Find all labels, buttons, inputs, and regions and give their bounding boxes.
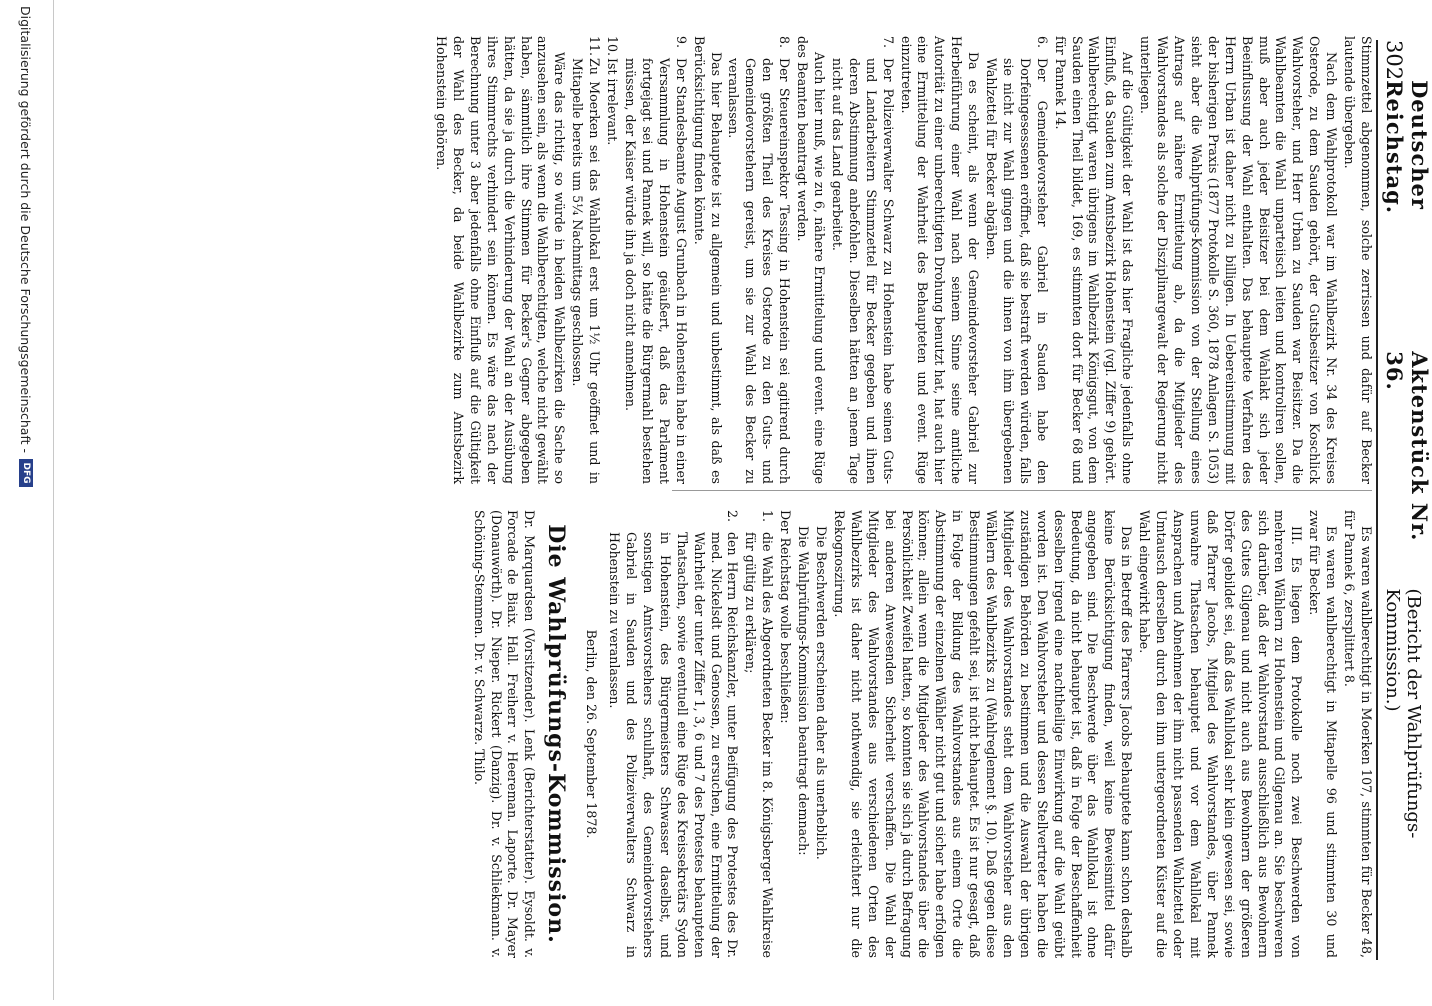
page-number: 302 — [1382, 40, 1406, 81]
paragraph: Das hier Behauptete ist zu allgemein und unbestimmt, als daß es Berücksichtigung finden könnte. — [691, 36, 724, 484]
left-column — [30, 36, 1374, 484]
member-list: Dr. Marquardsen (Vorsitzender). Lenk (Berichterstatter). Eysoldt. v. Forcade de Biaix. Hall. Freiherr v. Heereman. Laporte. Dr. Mayer (Donauwörth). Dr. Nieper. Rickert (Danzig). Dr. v. Schliekmann. v. Schöning-Stemmen. Dr. v. Schwarze. Thilo. — [471, 510, 538, 958]
paragraph: Auf die Gültigkeit der Wahl ist das hier Fragliche jedenfalls ohne Einfluß, da Sauden zum Amtsbezirk Hohenstein (vgl. Ziffer 9) gehört. Wahlberechtigt waren übrigens im Wahlbezirk Königsgut, von dem Sauden einen Theil bildet, 169, es stimmten dort für Becker 68 und für Pannek 14. — [1052, 36, 1136, 484]
dateline: Berlin, den 26. September 1878. — [584, 629, 600, 839]
digitization-credit — [6, 0, 46, 1006]
section-title: (Bericht der Wahlprüfungs-Kommission.) — [1382, 588, 1424, 839]
scan-edge — [53, 0, 54, 1000]
document-number: Aktenstück Nr. 36. — [1382, 351, 1432, 542]
paragraph: Da es scheint, als wenn der Gemeindevorsteher Gabriel zur Herbeiführung einer Wahl nach seinem Sinne seine amtliche Autorität zu einer unberechtigten Drohung benutzt hat, hat auch hier eine Ermittelung der Wahrheit des Behaupteten und event. Rüge einzutreten. — [898, 36, 982, 484]
list-item: 10. Ist irrelevant. — [605, 36, 621, 146]
paragraph: Der Reichstag wolle beschließen: — [778, 510, 794, 724]
commission-title: Die Wahlprüfungs-Kommission. — [543, 524, 570, 944]
paragraph: Wäre das richtig, so würde in beiden Wahlbezirken die Sache so anzusehen sein, als wenn die Wahlberechtigten, welche nicht gewählt haben, sämmtlich ihre Stimmen für Becker's Gegner abgegeben hätten, da sie ja durch die Verhinderung der Wahl an der Ausübung ihres Stimmrechts verhindert sein können. Es wäre das nach der Berechnung unter 3 aber jedenfalls ohne Einfluß auf die Gültigkeit der Wahl des Becker, da beide Wahlbezirke zum Amtsbezirk Hohenstein gehören. — [434, 36, 568, 484]
list-item: 9. Der Standesbeamte August Grunbach in Hohenstein habe in einer Versammlung in Hohenstein geäußert, daß das Parlament fortgejagt sei und Pannek will, so hätte die Bürgermahl bestehen müssen, der Kaiser würde ihn ja doch nicht annehmen. — [623, 36, 689, 484]
list-item: 6. Der Gemeindevorsteher Gabriel in Sauden habe den Dorfeingesessenen eröffnet, daß sie bestraft werden würden, falls sie nicht zur Wahl gingen und die ihnen von ihm übergebenen Wahlzettel für Becker abgäben. — [984, 36, 1050, 484]
paragraph: Auch hier muß, wie zu 6, nähere Ermittelung und event. eine Rüge des Beamten beantragt werden. — [795, 36, 827, 484]
column-divider — [672, 490, 1372, 491]
paragraph: Die Wahlprüfungs-Kommission beantragt demnach: — [796, 526, 812, 856]
list-item: 1. die Wahl des Abgeordneten Becker im 8. Königsberger Wahlkreise für gültig zu erklären; — [743, 510, 776, 958]
dfg-logo: DFG — [19, 459, 33, 487]
paragraph: Es waren wahlberechtigt in Mitapelle 96 und stimmten 30 und zwar für Becker. — [1307, 510, 1340, 958]
page-header — [1376, 40, 1432, 960]
list-item: 8. Der Steuereinspektor Tessing in Hohenstein sei agitirend durch den größten Theil des Kreises Osterode zu den Guts- und Gemeindevorstehern gereist, um sie zur Wahl des Becker zu veranlassen. — [726, 36, 793, 484]
list-item: 11. Zu Moerken sei das Wahllokal erst um 1½ Uhr geöffnet und in Mitapelle bereits um 5¼ Nachmittags geschlossen. — [570, 36, 603, 484]
paragraph: Stimmzettel abgenommen, solche zerrissen und dafür auf Becker lautende übergeben. — [1342, 36, 1374, 484]
running-title: Deutscher Reichstag. — [1382, 80, 1432, 215]
paragraph: Nach dem Wahlprotokoll war im Wahlbezirk Nr. 34 des Kreises Osterode, zu dem Sauden gehört, der Gutsbesitzer von Koschlick Wahlvorsteher, und Herr Urban zu Sauden war Beisitzer. Da die Wahlbeamten die Wahl unparteiisch leiten und kontroliren sollen, muß aber auch jeder Beisitzer bei dem Wahlakt sich jeder Beeinflussung der Wahl enthalten. Das behauptete Verfahren des Herrn Urban ist daher nicht zu billigen. In Uebereinstimmung mit der bisherigen Praxis (1877 Protokolle S. 360, 1878 Anlagen S. 1053) sieht aber die Wahlprüfungs-Kommission von der Stellung eines Antrags auf nähere Ermittelung ab, da die Mitglieder des Wahlvorstandes als solche der Disziplinargewalt der Regierung nicht unterliegen. — [1138, 36, 1340, 484]
paragraph: Es waren wahlberechtigt in Moerken 107, stimmten für Becker 48, für Pannek 6, zersplittert 8. — [1342, 510, 1374, 958]
paragraph: Die Beschwerden erscheinen daher als unerheblich. — [814, 526, 829, 860]
paragraph: III. Es liegen dem Protokolle noch zwei Beschwerden von mehreren Wählern zu Hohenstein und Gilgenau an. Sie beschweren sich darüber, daß der Wahlvorstand ausschließlich aus Bewohnern des Gutes Gilgenau und nicht auch aus Bewohnern der größeren Dörfer gebildet sei, daß das Wahllokal sehr klein gewesen sei, sowie daß Pfarrer Jacobs, Mitglied des Wahlvorstandes, über Pannek unwahre Thatsachen behauptet und vor dem Wahllokal mit Ansprachen und Abnehmen der ihm nicht passenden Wahlzettel oder Umtausch derselben durch den ihm untergeordneten Küster auf die Wahl eingewirkt habe. — [1137, 510, 1305, 958]
credit-text: Digitalisierung gefördert durch die Deutsche Forschungsgemeinschaft - — [18, 6, 34, 454]
list-item: 2. den Herrn Reichskanzler, unter Beifügung des Protestes des Dr. med. Nickelsdt und Genossen, zu ersuchen, eine Ermittelung der Wahrheit der unter Ziffer 1, 3, 6 und 7 des Protestes behaupteten Thatsachen, sowie eventuell eine Rüge des Kreissekretärs Sydon in Hohenstein, des Bürgermeisters Schwasser daselbst, und sonstigen Amtsvorstehers schulhaft, des Gemeindevorstehers Gabriel in Sauden und des Polizeiverwalters Schwarz in Hohenstein zu veranlassen. — [607, 510, 741, 958]
list-item: 7. Der Polizeiverwalter Schwarz zu Hohenstein habe seinen Guts- und Landarbeitern Stimmzettel für Becker gegeben und ihnen deren Abstimmung anbefohlen. Dieselben hätten an jenem Tage nicht auf das Land gearbeitet. — [829, 36, 896, 484]
paragraph: Das in Betreff des Pfarrers Jacobs Behauptete kann schon deshalb keine Berücksichtigung finden, weil keine Beweismittel dafür angegeben sind. Die Beschwerde über das Wahllokal ist ohne Bedeutung, da nicht behauptet ist, daß in Folge der Beschaffenheit desselben irgend eine nachtheilige Einwirkung auf die Wahl geübt worden ist. Den Wahlvorsteher und dessen Stellvertreter haben die zuständigen Behörden zu bestimmen und die Auswahl der übrigen Mitglieder des Wahlvorstandes steht dem Wahlvorsteher aus den Wählern des Wahlbezirks zu (Wahlreglement §. 10). Daß gegen diese Bestimmungen gefehlt sei, ist nicht behauptet. Es ist nur gesagt, daß in Folge der Bildung des Wahlvorstandes aus einem Orte die Abstimmung der einzelnen Wähler nicht gut und sicher habe erfolgen können; allein wenn die Mitglieder des Wahlvorstandes über die Persönlichkeit Zweifel hatten, so konnten sie sich ja durch Befragung bei anderen Anwesenden Sicherheit verschaffen. Die Wahl der Mitglieder des Wahlvorstandes aus verschiedenen Orten des Wahlbezirks ist daher nicht nothwendig, sie erleichtert nur die Rekognoszirung. — [831, 510, 1135, 958]
right-column — [30, 510, 1374, 958]
